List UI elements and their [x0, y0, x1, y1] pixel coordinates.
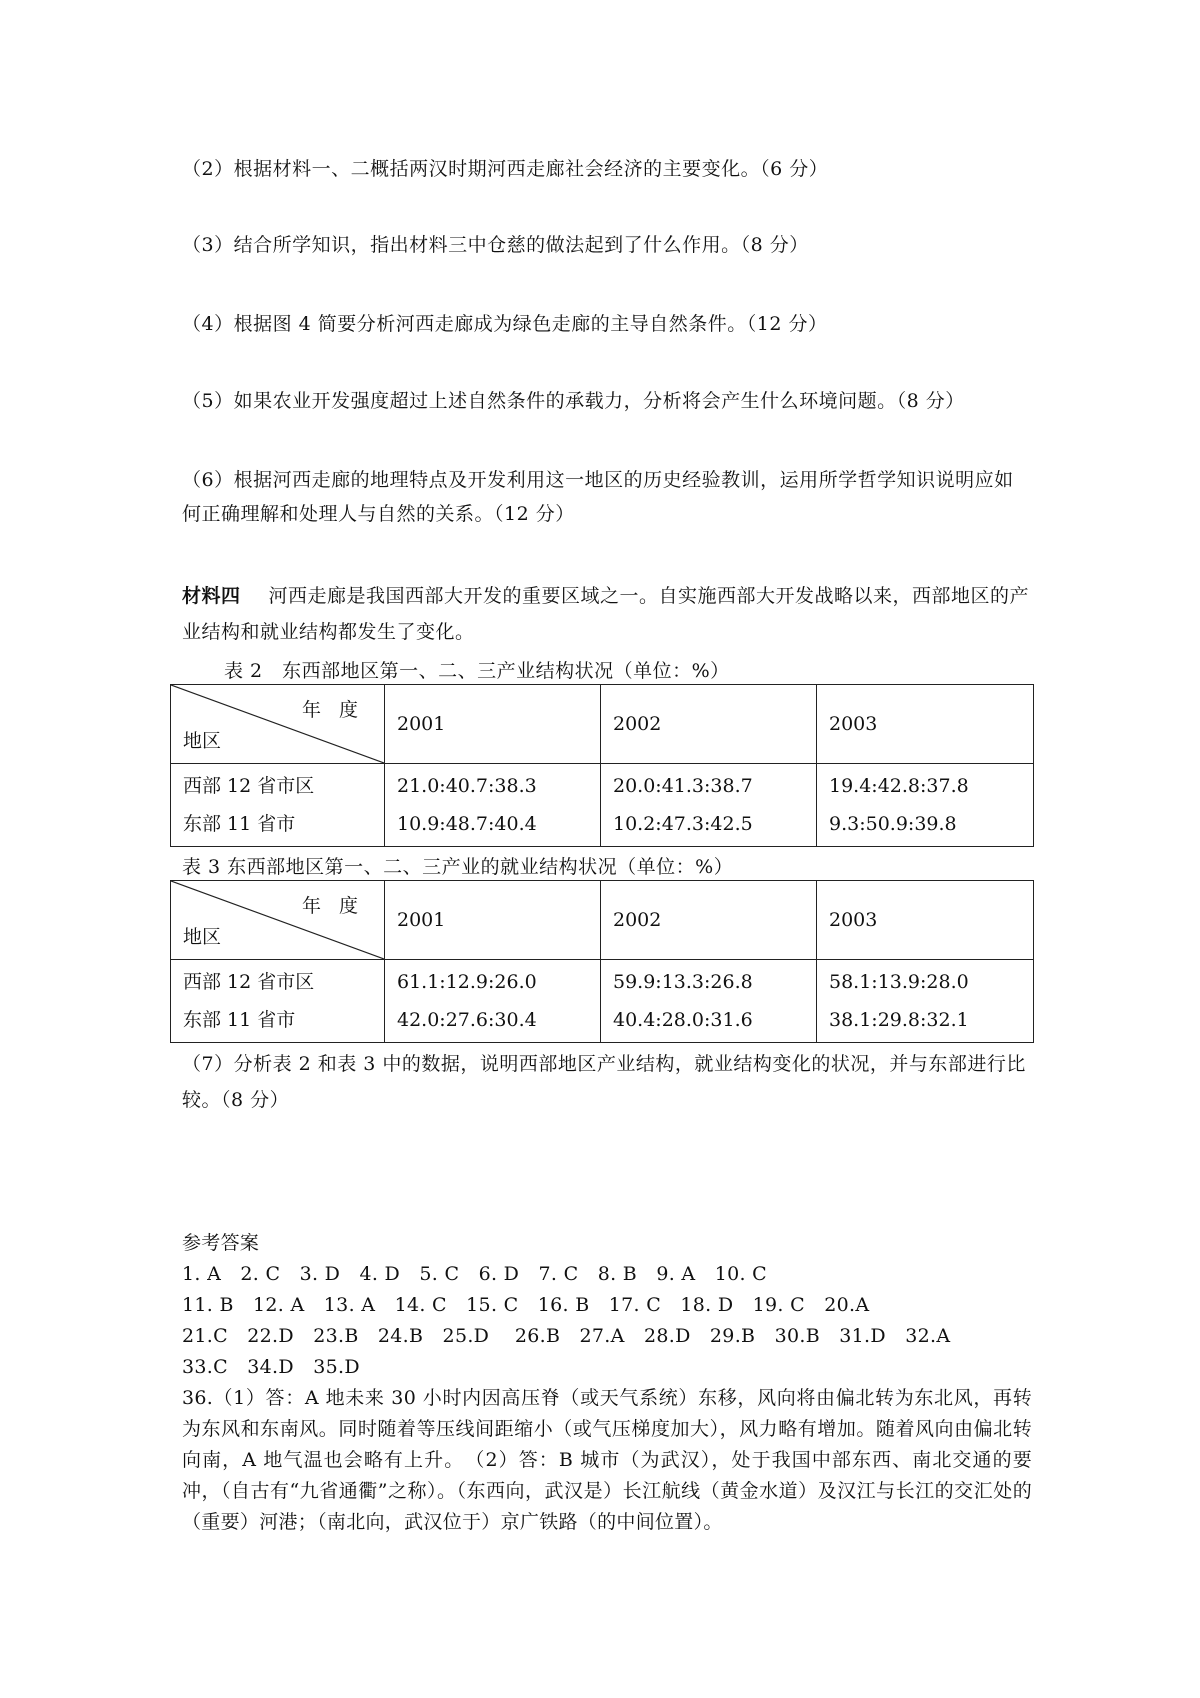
table-3-caption: 表 3 东西部地区第一、二、三产业的就业结构状况（单位：%）: [182, 856, 734, 878]
cell-value: 19.4:42.8:37.8: [829, 775, 969, 797]
question-4: （4）根据图 4 简要分析河西走廊成为绿色走廊的主导自然条件。（12 分）: [182, 313, 828, 335]
question-3: （3）结合所学知识，指出材料三中仓慈的做法起到了什么作用。（8 分）: [182, 234, 809, 256]
cell-value: 10.9:48.7:40.4: [397, 813, 537, 835]
cell-value: 9.3:50.9:39.8: [829, 813, 957, 835]
region-name: 西部 12 省市区: [183, 775, 315, 797]
cell-value: 59.9:13.3:26.8: [613, 971, 753, 993]
region-cell: [171, 960, 385, 1043]
table-3: [170, 880, 1034, 1043]
region-header: 地区: [183, 926, 222, 948]
region-name: 西部 12 省市区: [183, 971, 315, 993]
question-2: （2）根据材料一、二概括两汉时期河西走廊社会经济的主要变化。（6 分）: [182, 158, 829, 180]
year-header: 年 度: [301, 895, 364, 917]
material-4: [182, 578, 1032, 650]
table-row: [171, 764, 1034, 847]
cell-value: 42.0:27.6:30.4: [397, 1009, 537, 1031]
answer-line: 11. B 12. A 13. A 14. C 15. C 16. B 17. C 18. D 19. C 20.A: [182, 1294, 870, 1316]
table-3-corner-header: [171, 881, 385, 960]
table-2-caption: 表 2 东西部地区第一、二、三产业结构状况（单位：%）: [224, 660, 730, 682]
cell-value: 61.1:12.9:26.0: [397, 971, 537, 993]
cell-value: 58.1:13.9:28.0: [829, 971, 969, 993]
question-5: （5）如果农业开发强度超过上述自然条件的承载力，分析将会产生什么环境问题。（8 分）: [182, 390, 965, 412]
year-column-header: 2001: [385, 881, 601, 960]
table-2-corner-header: [171, 685, 385, 764]
answer-key: [182, 1228, 1042, 1538]
cell-value: 20.0:41.3:38.7: [613, 775, 753, 797]
region-name: 东部 11 省市: [183, 1009, 296, 1031]
material-4-text: 河西走廊是我国西部大开发的重要区域之一。自实施西部大开发战略以来，西部地区的产业结构和就业结构都发生了变化。: [182, 585, 1030, 643]
question-7: （7）分析表 2 和表 3 中的数据，说明西部地区产业结构，就业结构变化的状况，并与东部进行比较。（8 分）: [182, 1053, 1026, 1111]
region-name: 东部 11 省市: [183, 813, 296, 835]
year-header: 年 度: [301, 699, 364, 721]
region-cell: [171, 764, 385, 847]
year-column-header: 2002: [601, 881, 817, 960]
question-6: （6）根据河西走廊的地理特点及开发利用这一地区的历史经验教训，运用所学哲学知识说明应如何正确理解和处理人与自然的关系。（12 分）: [182, 469, 1014, 525]
year-column-header: 2003: [817, 685, 1034, 764]
year-column-header: 2001: [385, 685, 601, 764]
value-cell: [817, 764, 1034, 847]
value-cell: [385, 764, 601, 847]
year-column-header: 2002: [601, 685, 817, 764]
answer-36: 36.（1）答：A 地未来 30 小时内因高压脊（或天气系统）东移，风向将由偏北转为东北风，再转为东风和东南风。同时随着等压线间距缩小（或气压梯度加大），风力略有增加。随着风向由偏北转向南，A 地气温也会略有上升。 （2）答：B 城市（为武汉），处于我国中部东西、南北交通的要冲，（自古有“九省通衢”之称）。（东西向，武汉是）长江航线（黄金水道）及汉江与长江的交汇处的（重要）河港；（南北向，武汉位于）京广铁路（的中间位置）。: [182, 1387, 1032, 1533]
table-2: [170, 684, 1034, 847]
year-column-header: 2003: [817, 881, 1034, 960]
cell-value: 10.2:47.3:42.5: [613, 813, 753, 835]
region-header: 地区: [183, 730, 222, 752]
answer-key-title: 参考答案: [182, 1232, 260, 1254]
answer-line: 21.C 22.D 23.B 24.B 25.D 26.B 27.A 28.D 29.B 30.B 31.D 32.A: [182, 1325, 951, 1347]
cell-value: 38.1:29.8:32.1: [829, 1009, 969, 1031]
value-cell: [601, 960, 817, 1043]
answer-line: 33.C 34.D 35.D: [182, 1356, 360, 1378]
value-cell: [817, 960, 1034, 1043]
value-cell: [601, 764, 817, 847]
cell-value: 40.4:28.0:31.6: [613, 1009, 753, 1031]
material-4-label: 材料四: [182, 585, 241, 607]
answer-line: 1. A 2. C 3. D 4. D 5. C 6. D 7. C 8. B 9. A 10. C: [182, 1263, 768, 1285]
value-cell: [385, 960, 601, 1043]
table-row: [171, 960, 1034, 1043]
cell-value: 21.0:40.7:38.3: [397, 775, 537, 797]
